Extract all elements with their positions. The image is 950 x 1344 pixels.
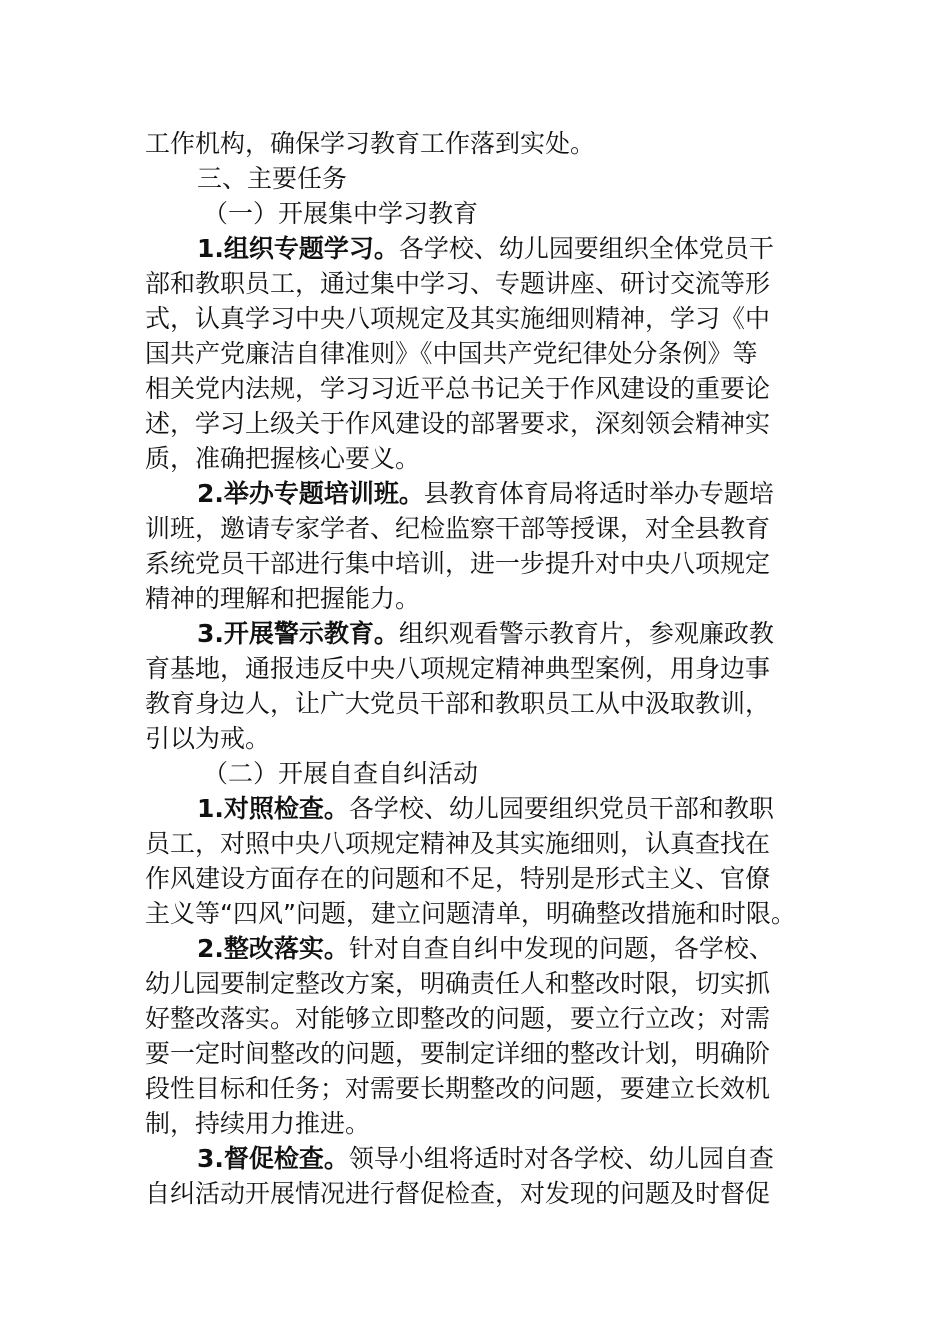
- body-line: 式，认真学习中央八项规定及其实施细则精神，学习《中: [145, 304, 771, 333]
- body-line: 精神的理解和把握能力。: [145, 584, 421, 613]
- body-line: 制，持续用力推进。: [145, 1109, 371, 1138]
- item-text: 领导小组将适时对各学校、幼儿园自查: [348, 1144, 774, 1173]
- body-line: 自纠活动开展情况进行督促检查，对发现的问题及时督促: [145, 1179, 771, 1208]
- item-text: 县教育体育局将适时举办专题培: [423, 479, 774, 508]
- item-text: 各学校、幼儿园要组织党员干部和教职: [348, 794, 774, 823]
- document-page: [145, 126, 807, 1211]
- item-title: 2.举办专题培训班。: [197, 479, 424, 508]
- item-title: 3.督促检查。: [197, 1144, 349, 1173]
- item-text: 组织观看警示教育片，参观廉政教: [398, 619, 774, 648]
- item-first-line: [145, 1141, 807, 1176]
- item-text: 针对自查自纠中发现的问题，各学校、: [348, 934, 774, 963]
- section-heading: 三、主要任务: [197, 164, 348, 193]
- body-line: 工作机构，确保学习教育工作落到实处。: [145, 129, 596, 158]
- body-line: 作风建设方面存在的问题和不足，特别是形式主义、官僚: [145, 864, 771, 893]
- body-line: 教育身边人，让广大党员干部和教职员工从中汲取教训，: [145, 689, 771, 718]
- item-first-line: [145, 231, 807, 266]
- item-first-line: [145, 791, 807, 826]
- body-line: 相关党内法规，学习习近平总书记关于作风建设的重要论: [145, 374, 771, 403]
- item-first-line: [145, 931, 807, 966]
- body-line: 部和教职员工，通过集中学习、专题讲座、研讨交流等形: [145, 269, 771, 298]
- body-line: 好整改落实。对能够立即整改的问题，要立行立改；对需: [145, 1004, 771, 1033]
- body-line: 要一定时间整改的问题，要制定详细的整改计划，明确阶: [145, 1039, 771, 1068]
- body-line: 员工，对照中央八项规定精神及其实施细则，认真查找在: [145, 829, 771, 858]
- body-line: 段性目标和任务；对需要长期整改的问题，要建立长效机: [145, 1074, 771, 1103]
- body-line: 引以为戒。: [145, 724, 271, 753]
- body-line: 质，准确把握核心要义。: [145, 444, 421, 473]
- subsection-heading: （一）开展集中学习教育: [203, 199, 479, 228]
- item-text: 各学校、幼儿园要组织全体党员干: [398, 234, 774, 263]
- item-title: 1.组织专题学习。: [197, 234, 399, 263]
- body-line: 主义等“四风”问题，建立问题清单，明确整改措施和时限。: [145, 899, 796, 928]
- body-line: 国共产党廉洁自律准则》《中国共产党纪律处分条例》等: [145, 339, 758, 368]
- body-line: 系统党员干部进行集中培训，进一步提升对中央八项规定: [145, 549, 771, 578]
- item-title: 3.开展警示教育。: [197, 619, 399, 648]
- body-line: 述，学习上级关于作风建设的部署要求，深刻领会精神实: [145, 409, 771, 438]
- item-title: 2.整改落实。: [197, 934, 349, 963]
- item-title: 1.对照检查。: [197, 794, 349, 823]
- body-line: 幼儿园要制定整改方案，明确责任人和整改时限，切实抓: [145, 969, 771, 998]
- body-line: 育基地，通报违反中央八项规定精神典型案例，用身边事: [145, 654, 771, 683]
- item-first-line: [145, 616, 807, 651]
- item-first-line: [145, 476, 807, 511]
- body-line: 训班，邀请专家学者、纪检监察干部等授课，对全县教育: [145, 514, 771, 543]
- subsection-heading: （二）开展自查自纠活动: [203, 759, 479, 788]
